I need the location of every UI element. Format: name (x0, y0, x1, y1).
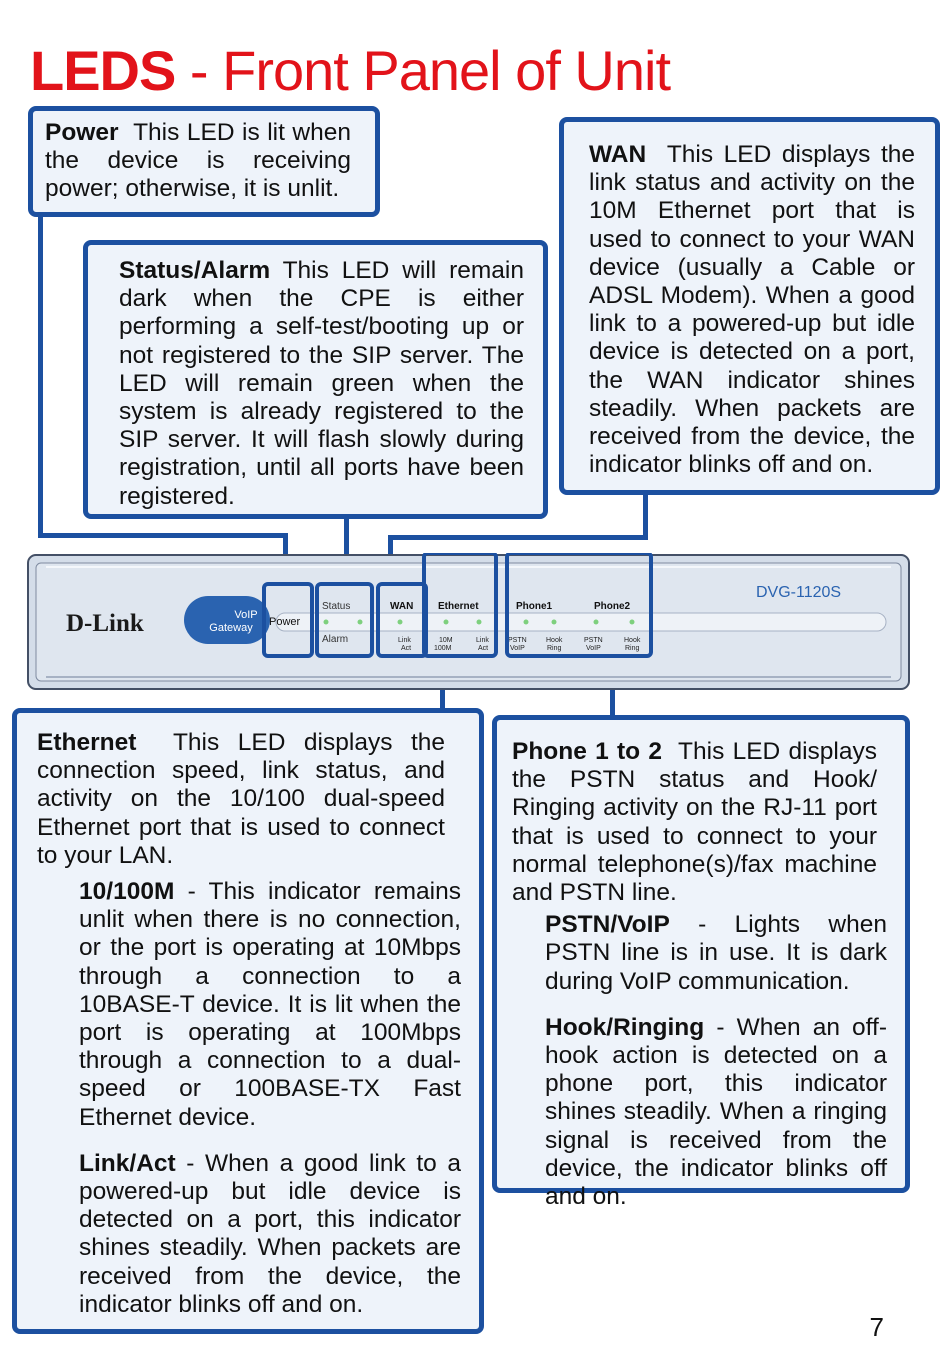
led-phone2-label: Phone2 (594, 601, 631, 612)
power-label: Power (45, 119, 119, 146)
wan-act-label: Act (401, 645, 412, 652)
status-label-b: Alarm (200, 257, 271, 284)
p1-ring-label: Ring (547, 645, 562, 652)
link-label-sep: / (129, 1149, 137, 1177)
speed-text: - This indicator remains unlit when there is no connection, or the port is operating at 10Mbps through a connection to a 10BASE-T device. It is lit when the port is operating at 100Mbps through a connection to a dual-speed or 100BASE-TX Fast Ethernet device. (79, 878, 461, 1131)
speed-label-b: 100M (113, 878, 175, 906)
badge-line2: Gateway (209, 622, 253, 634)
device-brand: D-Link (66, 610, 144, 637)
connector-wan-h (388, 535, 648, 540)
power-callout (28, 106, 380, 217)
eth-act-label: Act (478, 645, 489, 652)
hook-label-a: Hook (545, 1013, 607, 1041)
p1-voip-label: VoIP (510, 645, 525, 652)
status-label-sep: / (193, 257, 201, 284)
link-text: - When a good link to a powered-up but idle device is detected on a port, this indicator shines steadily. When packets are received from the device, the indicator blinks off and on. (79, 1149, 461, 1318)
eth-10m-label: 10M (439, 637, 453, 644)
led-ethernet-label: Ethernet (438, 601, 479, 612)
wan-text: This LED displays the link status and activity on the 10M Ethernet port that is used to connect to your WAN device (usually a Cable or ADSL Modem). When a good link to a powered-up but idle device is detected on a port, the WAN indicator shines steadily. When packets are received from the device, the indicator blinks off and on. (589, 141, 916, 479)
eth-100m-label: 100M (434, 645, 452, 652)
wan-callout (559, 117, 940, 495)
page-number: 7 (869, 1312, 884, 1342)
ethernet-speed-para (79, 878, 461, 1132)
p2-hook-label: Hook (624, 637, 641, 644)
device-model: DVG-1120S (756, 584, 842, 601)
hook-label-sep: / (606, 1013, 614, 1041)
phone-pstn-para (545, 911, 887, 996)
phone-text: This LED displays the PSTN status and Hook/ Ringing activity on the RJ-11 port that is used to connect to your normal telephone(s)/fax machine and PSTN line. (512, 738, 877, 907)
eth-link-label: Link (476, 637, 489, 644)
link-label-a: Link (79, 1149, 130, 1177)
wan-link-label: Link (398, 637, 411, 644)
title-rest: - Front Panel of Unit (175, 39, 671, 102)
title-bold: LEDS (30, 39, 176, 102)
ethernet-callout (12, 708, 484, 1334)
phone-label: Phone 1 to 2 (512, 738, 662, 765)
led-power-label: Power (269, 616, 301, 628)
status-label-a: Status (119, 257, 194, 284)
led-wan-label: WAN (390, 601, 414, 612)
p2-pstn-label: PSTN (584, 637, 603, 644)
badge-line1: VoIP (234, 609, 258, 621)
p2-voip-label: VoIP (586, 645, 601, 652)
phone-hook-para (545, 1014, 887, 1211)
wan-label: WAN (589, 141, 647, 168)
p2-ring-label: Ring (625, 645, 640, 652)
status-callout (83, 240, 548, 519)
hook-text: - When an off-hook action is detected on a phone port, this indicator shines steadily. When a ringing signal is received from the device, the indicator blinks off and on. (545, 1013, 887, 1211)
connector-power-h (38, 533, 288, 538)
pstn-text: - Lights when PSTN line is in use. It is dark during VoIP communication. (545, 911, 887, 995)
phone-callout (492, 715, 910, 1211)
power-text: This LED is lit when the device is receiving power; otherwise, it is unlit. (45, 119, 351, 203)
ethernet-text: This LED displays the connection speed, link status, and activity on the 10/100 dual-speed Ethernet port that is used to connect to your LAN. (37, 729, 446, 869)
device-front-panel (26, 553, 911, 691)
link-label-b: Act (136, 1149, 176, 1177)
led-status-label: Status (322, 601, 351, 612)
led-phone1-label: Phone1 (516, 601, 553, 612)
pstn-label-b: VoIP (617, 911, 670, 939)
status-text: This LED will remain dark when the CPE is either performing a self-test/booting up or not registered to the SIP server. The LED will remain green when the system is already registered to the SIP server. It will flash slowly during registration, until all ports have been registered. (119, 257, 524, 510)
speed-label-sep: / (106, 878, 114, 906)
p1-hook-label: Hook (546, 637, 563, 644)
page-title (30, 38, 670, 103)
speed-label-a: 10 (79, 878, 107, 906)
pstn-label-sep: / (610, 911, 618, 939)
connector-power-v (38, 212, 43, 538)
ethernet-link-para (79, 1150, 461, 1319)
connector-wan-v (643, 490, 648, 540)
ethernet-label: Ethernet (37, 729, 137, 756)
pstn-label-a: PSTN (545, 911, 611, 939)
led-alarm-label: Alarm (322, 634, 349, 645)
p1-pstn-label: PSTN (508, 637, 527, 644)
hook-label-b: Ringing (613, 1013, 705, 1041)
